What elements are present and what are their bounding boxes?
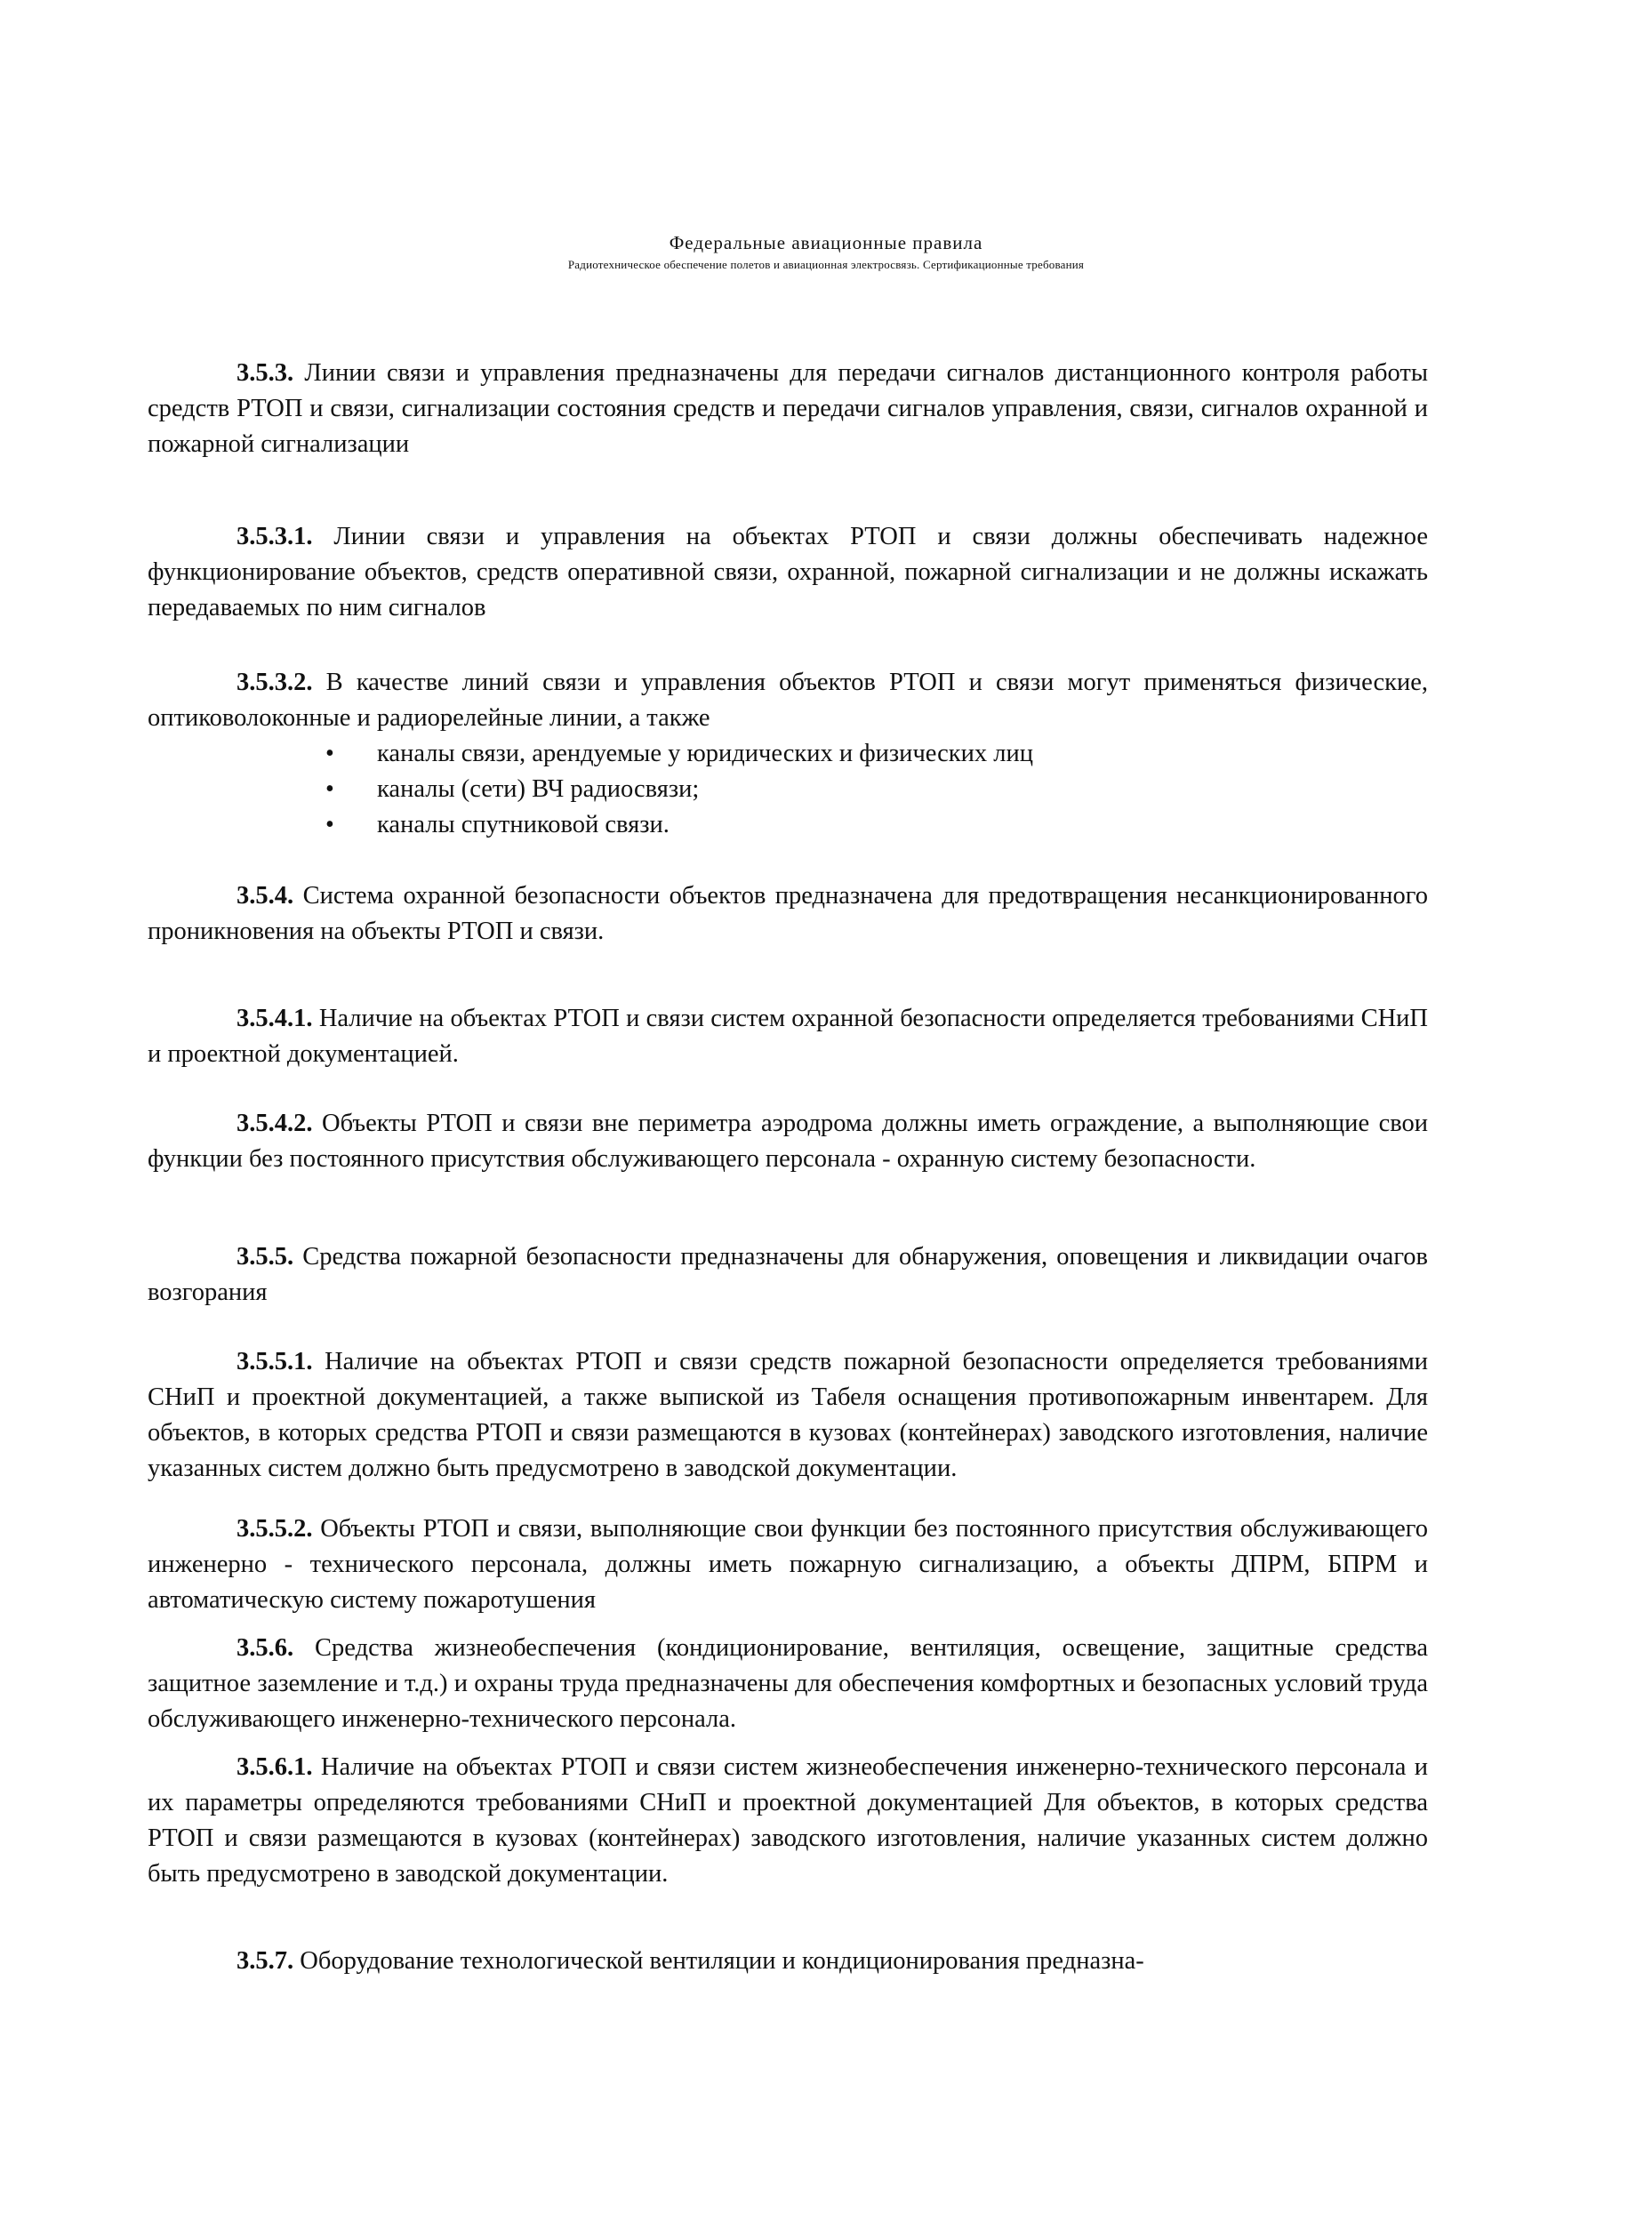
paragraph-number: 3.5.6.1.: [237, 1753, 313, 1781]
paragraph-3-5-4-2: [148, 1106, 1428, 1177]
paragraph-number: 3.5.5.: [237, 1243, 294, 1271]
bullet-icon: •: [325, 775, 334, 803]
bullet-icon: •: [325, 740, 334, 767]
paragraph-3-5-6: [148, 1631, 1428, 1737]
paragraph-3-5-5: [148, 1239, 1428, 1311]
paragraph-number: 3.5.6.: [237, 1634, 294, 1662]
paragraph-text: Наличие на объектах РТОП и связи систем жизнеобеспечения инженерно-технического персонала и их параметры определяются требованиями СНиП и проектной документацией Для объектов, в которых средства РТОП и связи размещаются в кузовах (контейнерах) заводского изготовления, наличие указанных систем должно быть предусмотрено в заводской документации.: [148, 1753, 1428, 1888]
paragraph-3-5-5-1: [148, 1344, 1428, 1487]
paragraph-text: Объекты РТОП и связи вне периметра аэродрома должны иметь ограждение, а выполняющие свои функции без постоянного присутствия обслуживающего персонала - охранную систему безопасности.: [148, 1110, 1428, 1173]
list-item-text: каналы спутниковой связи.: [377, 811, 670, 838]
paragraph-text: Наличие на объектах РТОП и связи систем охранной безопасности определяется требованиями СНиП и проектной документацией.: [148, 1005, 1429, 1068]
bullet-list: [148, 736, 1428, 843]
paragraph-3-5-3-2: [148, 665, 1428, 736]
paragraph-text: В качестве линий связи и управления объектов РТОП и связи могут применяться физические, оптиковолоконные и радиорелейные линии, а также: [148, 669, 1428, 732]
paragraph-number: 3.5.4.1.: [237, 1005, 313, 1032]
list-item: [325, 807, 1428, 843]
paragraph-3-5-7: [148, 1944, 1428, 1979]
paragraph-text: Система охранной безопасности объектов предназначена для предотвращения несанкционированного проникновения на объекты РТОП и связи.: [148, 882, 1428, 945]
paragraph-number: 3.5.4.2.: [237, 1110, 313, 1137]
paragraph-3-5-4-1: [148, 1001, 1428, 1072]
paragraph-text: Линии связи и управления предназначены для передачи сигналов дистанционного контроля работы средств РТОП и связи, сигнализации состояния средств и передачи сигналов управления, связи, сигналов охранной и пожарной сигнализации: [148, 359, 1429, 458]
paragraph-text: Оборудование технологической вентиляции и кондиционирования предназна-: [300, 1947, 1144, 1975]
paragraph-text: Объекты РТОП и связи, выполняющие свои функции без постоянного присутствия обслуживающего инженерно - технического персонала, должны иметь пожарную сигнализацию, а объекты ДПРМ, БПРМ и автоматическую систему пожаротушения: [148, 1515, 1429, 1614]
paragraph-3-5-3: [148, 356, 1428, 462]
paragraph-number: 3.5.3.: [237, 359, 294, 387]
paragraph-number: 3.5.5.1.: [237, 1348, 313, 1375]
paragraph-number: 3.5.4.: [237, 882, 294, 910]
paragraph-3-5-5-2: [148, 1511, 1428, 1618]
paragraph-text: Средства жизнеобеспечения (кондиционирование, вентиляция, освещение, защитные средства защитное заземление и т.д.) и охраны труда предназначены для обеспечения комфортных и безопасных условий труда обслуживающего инженерно-технического персонала.: [148, 1634, 1428, 1733]
document-body: [148, 356, 1428, 1979]
paragraph-3-5-3-1: [148, 519, 1428, 626]
list-item-text: каналы (сети) ВЧ радиосвязи;: [377, 775, 700, 803]
header-title: Федеральные авиационные правила: [669, 232, 983, 253]
paragraph-text: Средства пожарной безопасности предназначены для обнаружения, оповещения и ликвидации очагов возгорания: [148, 1243, 1429, 1306]
paragraph-number: 3.5.5.2.: [237, 1515, 313, 1543]
bullet-icon: •: [325, 811, 334, 838]
paragraph-number: 3.5.3.2.: [237, 669, 313, 696]
paragraph-number: 3.5.7.: [237, 1947, 294, 1975]
list-item: [325, 772, 1428, 807]
header-subtitle: Радиотехническое обеспечение полетов и авиационная электросвязь. Сертификационные требования: [567, 258, 1085, 271]
paragraph-number: 3.5.3.1.: [237, 523, 313, 550]
paragraph-text: Наличие на объектах РТОП и связи средств пожарной безопасности определяется требованиями СНиП и проектной документацией, а также выпиской из Табеля оснащения противопожарным инвентарем. Для объектов, в которых средства РТОП и связи размещаются в кузовах (контейнерах) заводского изготовления, наличие указанных систем должно быть предусмотрено в заводской документации.: [148, 1348, 1429, 1482]
paragraph-3-5-4: [148, 878, 1428, 950]
paragraph-text: Линии связи и управления на объектах РТОП и связи должны обеспечивать надежное функционирование объектов, средств оперативной связи, охранной, пожарной сигнализации и не должны искажать передаваемых по ним сигналов: [148, 523, 1429, 621]
list-item-text: каналы связи, арендуемые у юридических и физических лиц: [377, 740, 1033, 767]
page-header: [0, 229, 1652, 274]
list-item: [325, 736, 1428, 772]
paragraph-3-5-6-1: [148, 1750, 1428, 1892]
